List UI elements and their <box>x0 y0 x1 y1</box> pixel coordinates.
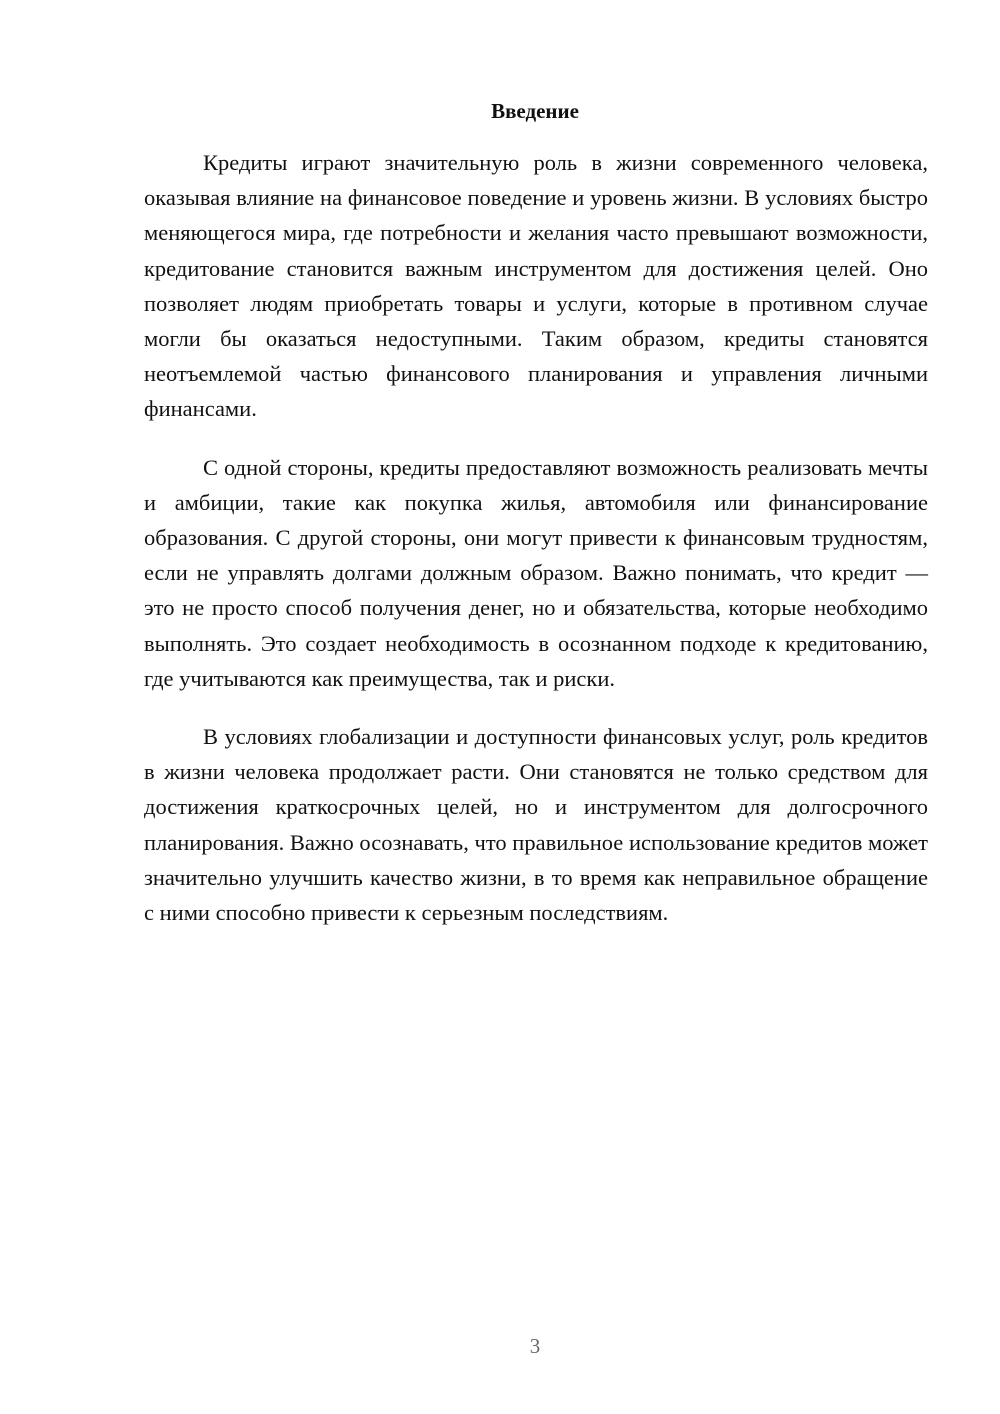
paragraph-3: В условиях глобализации и доступности финансовых услуг, роль кредитов в жизни человека продолжает расти. Они становятся не только средством для достижения краткосрочных целей, но и инструментом для долгосрочного планирования. Важно осознавать, что правильное использование кредитов может значительно улучшить качество жизни, в то время как неправильное обращение с ними способно привести к серьезным последствиям. <box>144 724 928 926</box>
page-number: 3 <box>529 1334 541 1358</box>
paragraph-2: С одной стороны, кредиты предоставляют возможность реализовать мечты и амбиции, такие как покупка жилья, автомобиля или финансирование образования. С другой стороны, они могут привести к финансовым трудностям, если не управлять долгами должным образом. Важно понимать, что кредит — это не просто способ получения денег, но и обязательства, которые необходимо выполнять. Это создает необходимость в осознанном подходе к кредитованию, где учитываются как преимущества, так и риски. <box>144 454 928 691</box>
section-title: Введение <box>491 99 579 123</box>
body-text <box>144 145 928 953</box>
paragraph-1: Кредиты играют значительную роль в жизни современного человека, оказывая влияние на финансовое поведение и уровень жизни. В условиях быстро меняющегося мира, где потребности и желания часто превышают возможности, кредитование становится важным инструментом для достижения целей. Оно позволяет людям приобретать товары и услуги, которые в противном случае могли бы оказаться недоступными. Таким образом, кредиты становятся неотъемлемой частью финансового планирования и управления личными финансами. <box>144 150 928 422</box>
